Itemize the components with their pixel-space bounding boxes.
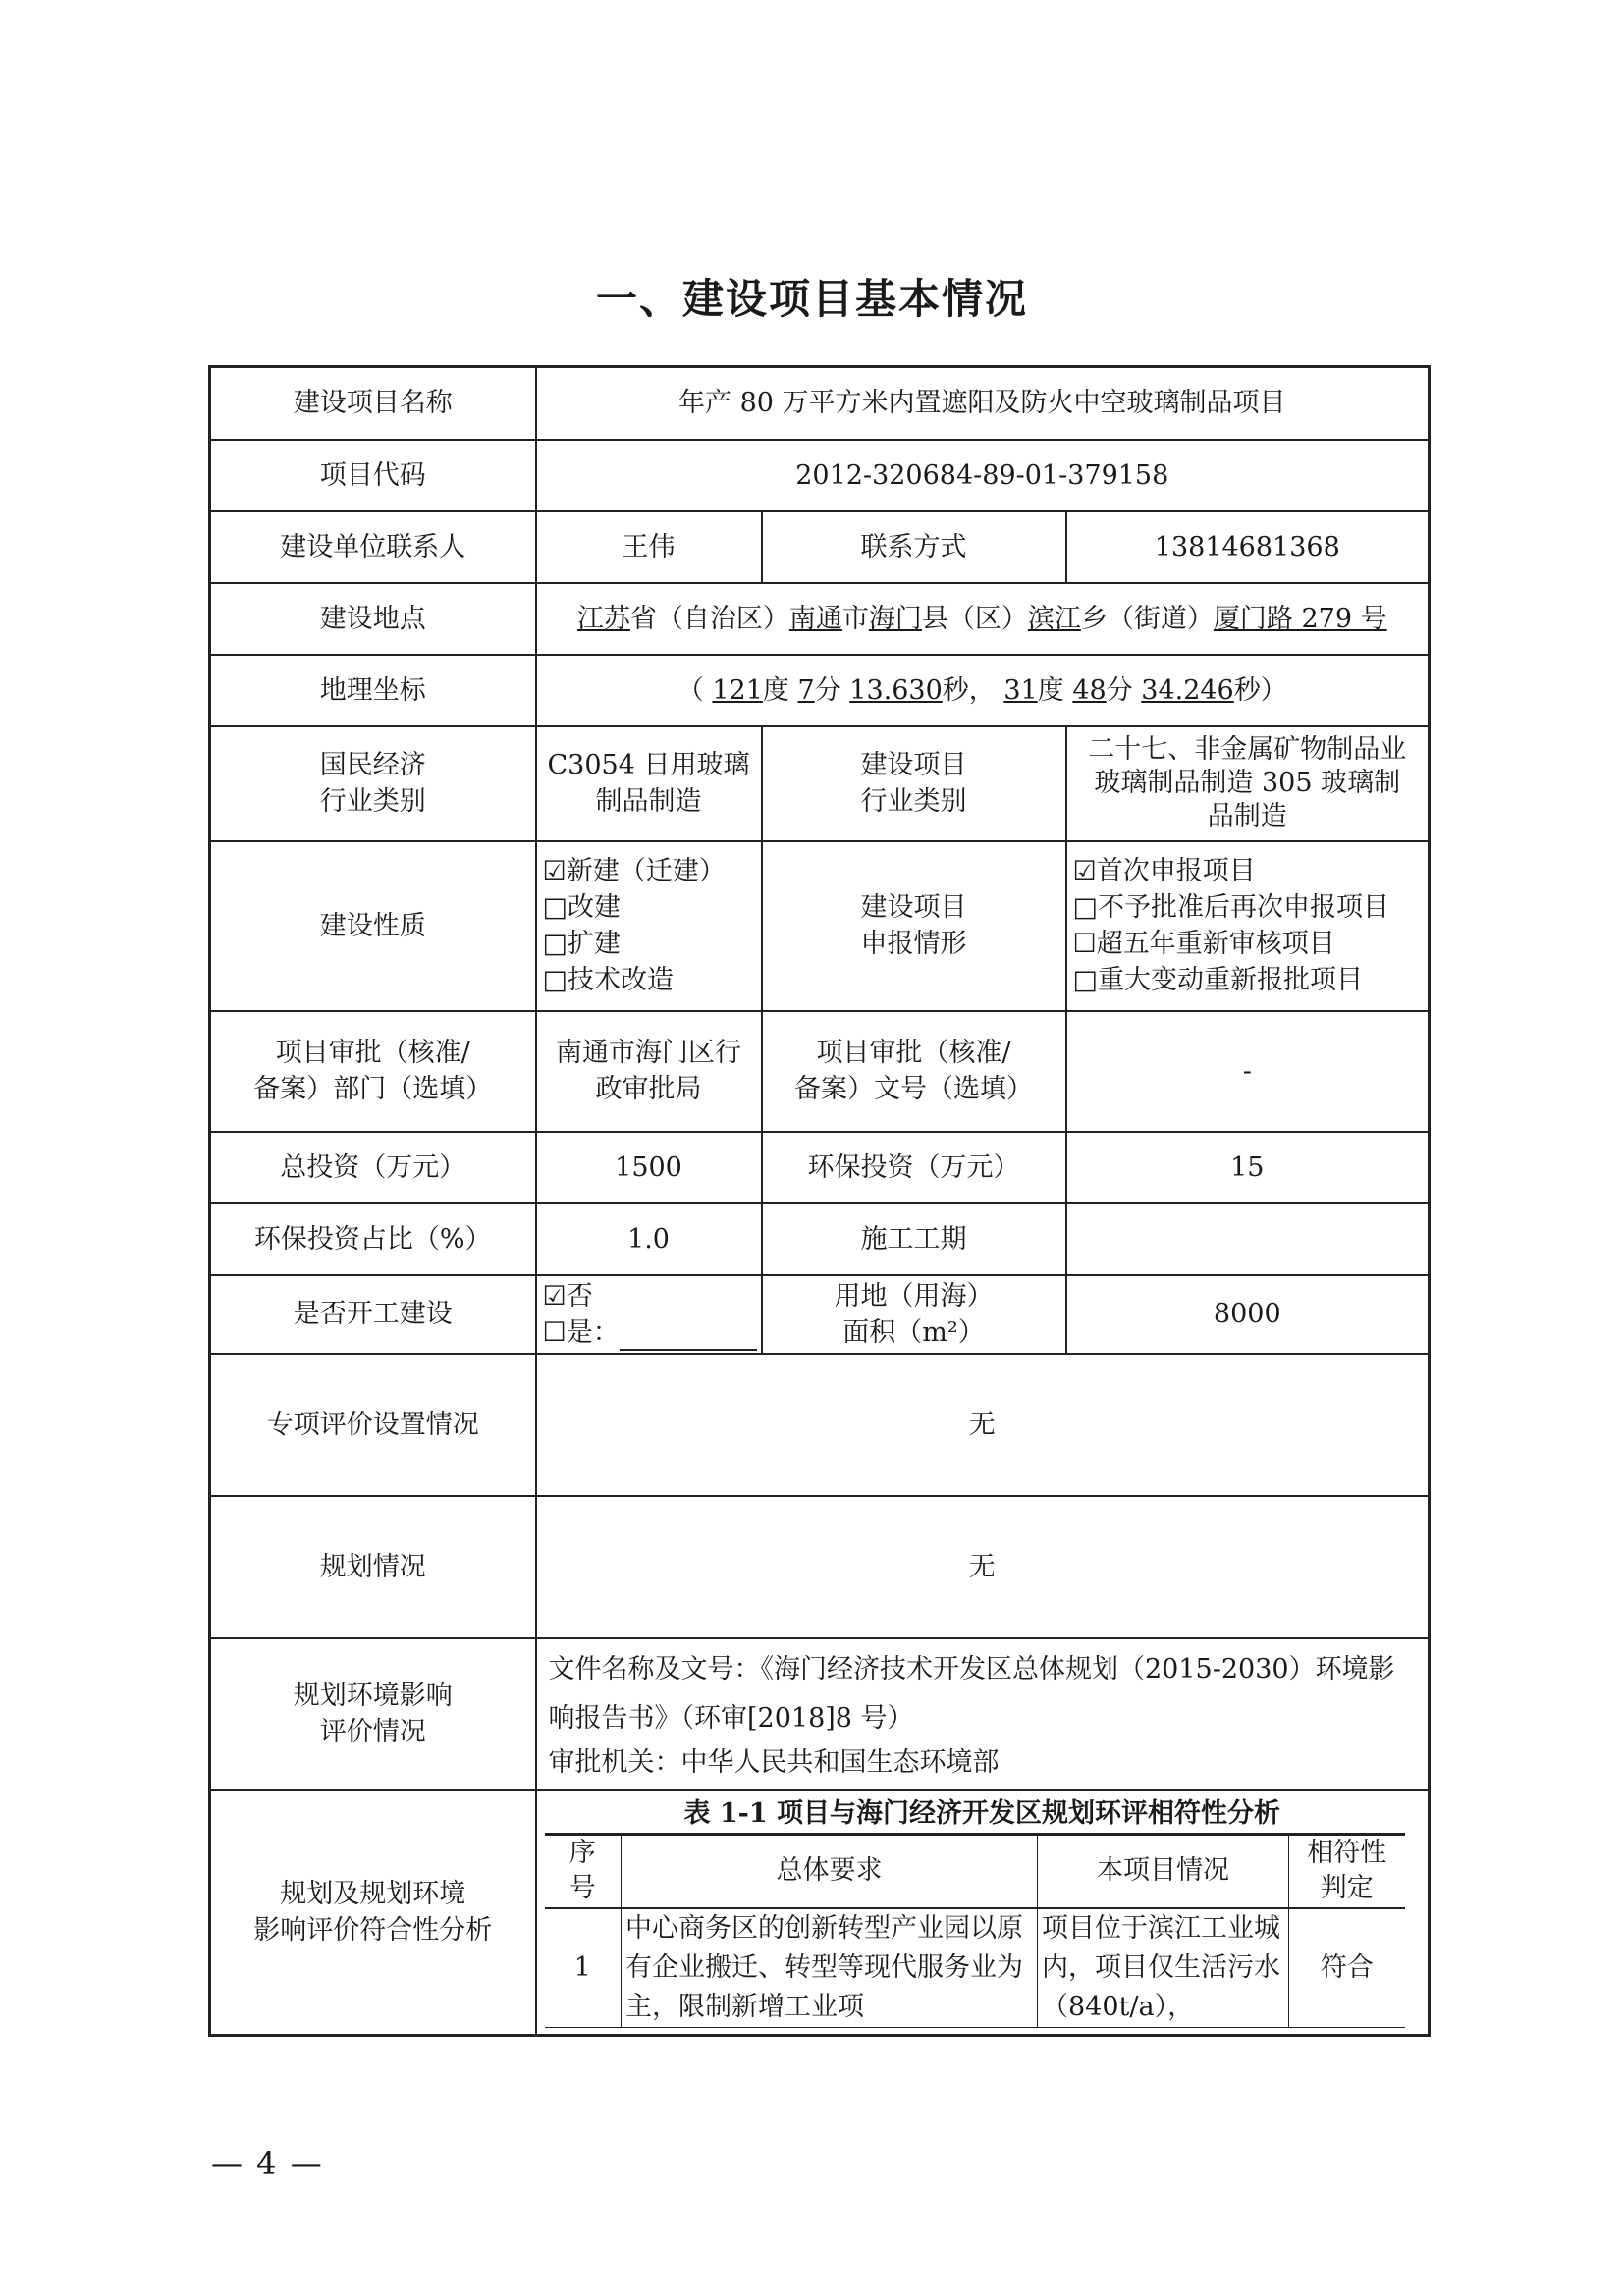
nature-option-tech[interactable]: □技术改造 <box>542 965 675 995</box>
city-suffix: 市 <box>841 603 869 634</box>
lat-min: 48 <box>1072 674 1107 706</box>
coord-close: 秒） <box>1233 674 1287 706</box>
construction-period-value <box>1066 1203 1430 1275</box>
project-industry-value: 二十七、非金属矿物制品业 玻璃制品制造 305 玻璃制 品制造 <box>1066 726 1430 841</box>
started-yes-blank <box>620 1323 757 1351</box>
compliance-label: 规划及规划环境 影响评价符合性分析 <box>210 1790 536 2036</box>
contact-name: 王伟 <box>536 511 762 583</box>
declare-option-resubmit[interactable]: □不予批准后再次申报项目 <box>1072 892 1390 923</box>
declare-label: 建设项目 申报情形 <box>762 841 1066 1011</box>
project-code-value: 2012-320684-89-01-379158 <box>536 440 1430 511</box>
min-unit: 分 <box>814 674 841 706</box>
planning-eia-label: 规划环境影响 评价情况 <box>210 1638 536 1790</box>
started-options <box>536 1275 762 1354</box>
land-area-label: 用地（用海） 面积（m²） <box>762 1275 1066 1354</box>
project-name-label: 建设项目名称 <box>210 367 536 440</box>
approval-doc-label: 项目审批（核准/ 备案）文号（选填） <box>762 1011 1066 1132</box>
deg-unit: 度 <box>762 674 789 706</box>
env-investment-value: 15 <box>1066 1132 1430 1203</box>
started-label: 是否开工建设 <box>210 1275 536 1354</box>
coordinates-value <box>536 655 1430 726</box>
project-industry-label: 建设项目 行业类别 <box>762 726 1066 841</box>
col-header-no: 序 号 <box>545 1834 622 1908</box>
env-ratio-value: 1.0 <box>536 1203 762 1275</box>
planning-value: 无 <box>536 1496 1430 1638</box>
deg-unit-2: 度 <box>1037 674 1064 706</box>
page-number: — 4 — <box>211 2145 324 2182</box>
env-ratio-label: 环保投资占比（%） <box>210 1203 536 1275</box>
started-option-yes[interactable] <box>543 1314 755 1351</box>
lat-sec: 34.246 <box>1141 674 1234 706</box>
industry-label: 国民经济 行业类别 <box>210 726 536 841</box>
planning-label: 规划情况 <box>210 1496 536 1638</box>
nature-option-new[interactable]: ☑新建（迁建） <box>542 856 726 886</box>
approval-dept-value: 南通市海门区行 政审批局 <box>536 1011 762 1132</box>
nature-options <box>536 841 762 1011</box>
approval-dept-label: 项目审批（核准/ 备案）部门（选填） <box>210 1011 536 1132</box>
approval-doc-value: - <box>1066 1011 1430 1132</box>
investment-label: 总投资（万元） <box>210 1132 536 1203</box>
started-yes-label: ☐是： <box>542 1316 620 1348</box>
started-option-no[interactable]: ☑否 <box>542 1280 593 1311</box>
col-header-requirement: 总体要求 <box>622 1834 1038 1908</box>
town-suffix: 乡（街道） <box>1080 603 1214 634</box>
town: 滨江 <box>1027 603 1081 634</box>
row1-requirement: 中心商务区的创新转型产业园以原有企业搬迁、转型等现代服务业为主，限制新增工业项 <box>622 1908 1038 2028</box>
land-area-value: 8000 <box>1066 1275 1430 1354</box>
lon-sec: 13.630 <box>849 674 943 706</box>
special-eval-value: 无 <box>536 1354 1430 1496</box>
compliance-cell <box>536 1790 1430 2036</box>
location-value <box>536 583 1430 655</box>
planning-eia-authority: 审批机关：中华人民共和国生态环境部 <box>548 1747 1000 1778</box>
phone-label: 联系方式 <box>762 511 1066 583</box>
nature-option-expand[interactable]: □扩建 <box>542 929 622 959</box>
env-investment-label: 环保投资（万元） <box>762 1132 1066 1203</box>
min-unit-2: 分 <box>1106 674 1133 706</box>
project-code-label: 项目代码 <box>210 440 536 511</box>
investment-value: 1500 <box>536 1132 762 1203</box>
industry-value: C3054 日用玻璃 制品制造 <box>536 726 762 841</box>
lon-deg: 121 <box>712 674 763 706</box>
col-header-situation: 本项目情况 <box>1038 1834 1289 1908</box>
nature-option-rebuild[interactable]: □改建 <box>542 892 622 923</box>
city: 南通 <box>788 603 842 634</box>
planning-eia-document: 文件名称及文号：《海门经济技术开发区总体规划（2015-2030）环境影响报告书》（环审[2018]8 号） <box>548 1654 1395 1734</box>
declare-option-five-year[interactable]: ☐超五年重新审核项目 <box>1072 929 1335 959</box>
special-eval-label: 专项评价设置情况 <box>210 1354 536 1496</box>
province: 江苏 <box>576 603 630 634</box>
row1-situation: 项目位于滨江工业城内，项目仅生活污水（840t/a）， <box>1038 1908 1289 2028</box>
compliance-table <box>545 1833 1405 2029</box>
compliance-table-title: 表 1-1 项目与海门经济开发区规划环评相符性分析 <box>683 1797 1281 1829</box>
planning-eia-value <box>536 1638 1430 1790</box>
project-name-value: 年产 80 万平方米内置遮阳及防火中空玻璃制品项目 <box>536 367 1430 440</box>
coordinates-label: 地理坐标 <box>210 655 536 726</box>
street: 厦门路 279 号 <box>1213 603 1387 634</box>
project-info-table <box>208 365 1431 2037</box>
province-suffix: 省（自治区） <box>629 603 789 634</box>
declare-option-major-change[interactable]: □重大变动重新报批项目 <box>1072 965 1364 995</box>
row1-no: 1 <box>545 1908 622 2028</box>
declare-option-first[interactable]: ☑首次申报项目 <box>1072 856 1256 886</box>
col-header-result: 相符性 判定 <box>1289 1834 1405 1908</box>
lat-deg: 31 <box>1003 674 1038 706</box>
phone-value: 13814681368 <box>1066 511 1430 583</box>
construction-period-label: 施工工期 <box>762 1203 1066 1275</box>
declare-options <box>1066 841 1430 1011</box>
county-suffix: 县（区） <box>921 603 1028 634</box>
location-label: 建设地点 <box>210 583 536 655</box>
row1-result: 符合 <box>1289 1908 1405 2028</box>
sec-unit: 秒， <box>942 674 996 706</box>
contact-label: 建设单位联系人 <box>210 511 536 583</box>
county: 海门 <box>868 603 922 634</box>
page-title: 一、建设项目基本情况 <box>595 275 1028 323</box>
coord-open: （ <box>677 674 704 706</box>
lon-min: 7 <box>797 674 815 706</box>
nature-label: 建设性质 <box>210 841 536 1011</box>
